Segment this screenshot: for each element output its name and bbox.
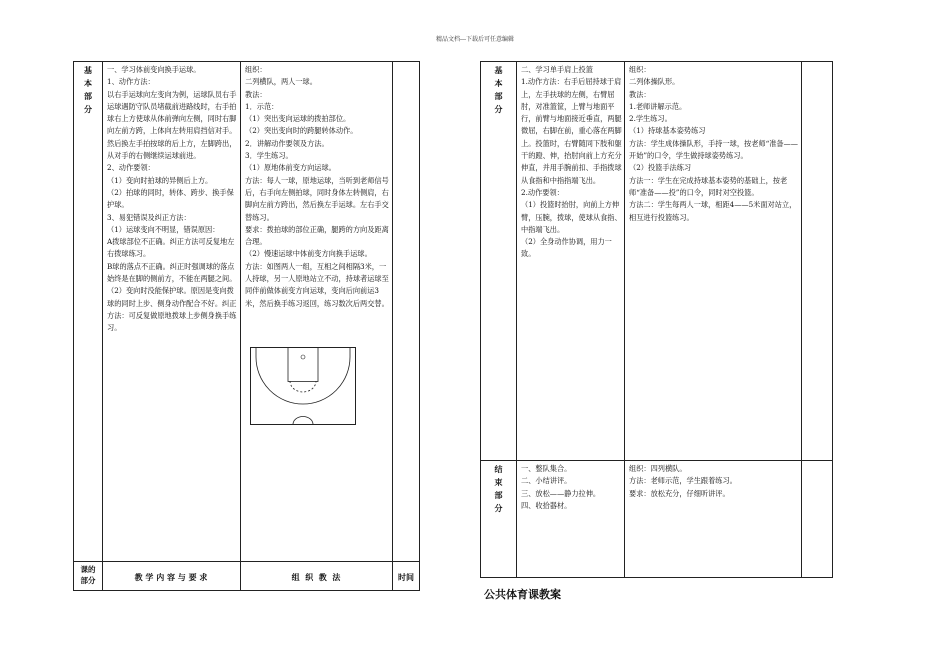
footer-org-label: 组 织 教 法 (291, 572, 341, 582)
right-section2-content: 一、整队集合。 二、小结讲评。 三、放松——静力拉伸。 四、收拾器材。 (521, 464, 601, 510)
right-section1-content: 二、学习单手肩上投篮 1.动作方法：右手后屈持球于肩上，左手扶球的左侧，右臂屈肘，对准篮筐，上臂与地面平行，前臂与地面接近垂直，两腿微屈，右脚在前，重心落在两脚上。投篮时，右臂随同下肢和躯干的蹬、伸，抬肘向前上方充分伸直，并用手腕前扣、手指拨球从食指和中指指端飞出。 2.动作要领： （1）投篮时抬肘，向前上方伸臂，压腕，拨球，使球从食指、中指端飞出。 （2）全身动作协调，用力一致。 (521, 65, 622, 259)
right-section1-org: 组织： 二列体操队形。 教法： 1.老师讲解示范。 2.学生练习。 （1）持球基本姿势练习 方法：学生成体操队形，手持一球，按老师“准备——开始”的口令，学生做持球姿势练习。 （2）投篮手法练习 方法一：学生在完成持球基本姿势的基础上，按老师“准备——投”的口令，同时对空投篮。 方法二：学生每两人一球，相距4——5米面对站立，相互进行投篮练习。 (629, 65, 798, 222)
left-section-label: 基 本 部 分 (84, 65, 92, 114)
right-section1-label: 基 本 部 分 (494, 65, 503, 114)
right-section2-org: 组织：四列横队。 方法：老师示范，学生跟着练习。 要求：放松充分，仔细听讲评。 (629, 464, 737, 498)
right-section2-label: 结 束 部 分 (494, 464, 503, 513)
left-content-text: 一、学习体前变向换手运球。 1、动作方法： 以右手运球向左变向为例，运球队员右手运球遇防守队员堵截前进路线时，右手拍球右上方使球从体前弹向左侧，同时右脚向左前方跨，上体向左转用肩挡信对手。然后换左手拍按球的后上方，左脚跨出，从对手的右侧继续运球前进。 2、动作要领： （1）变向时拍球的异侧后上方。 （2）拍球的同时，转体、跨步、换手保护球。 3、易犯错误及纠正方法： （1）运球变向不明显，错误原因： A拨球部位不正确。纠正方法可反复地左右拨球练习。 B球的落点不正确。纠正时强调球的落点始终是在脚的侧前方，不能在两腿之间。 （2）变向时没能保护球。原因是变向拨球的同时上步、侧身动作配合不好。纠正方法：可反复做原地拨球上步侧身换手练习。 (107, 65, 237, 333)
course-plan-title: 公共体育课教案 (484, 588, 561, 601)
page-header: 精品文档---下载后可任意编辑 (435, 36, 515, 43)
footer-part-label: 课的 部分 (80, 565, 96, 585)
left-lesson-table (73, 61, 420, 591)
basketball-court-diagram (250, 347, 356, 425)
footer-content-label: 教 学 内 容 与 要 求 (134, 572, 208, 582)
left-org-text: 组织： 二列横队，两人一球。 教法： 1．示范： （1）突出变向运球的拨拍部位。 （2）突出变向时的跨腿转体动作。 2．讲解动作要领及方法。 3．学生练习。 （1）原地体前变方向运球。 方法：每人一球，原地运球，当听到老师信号后，右手向左侧拍球，同时身体左转侧肩，右脚向左前方跨出，然后换左手运球。左右手交替练习。 要求：拨拍球的部位正确，腿跨的方向及距离合理。 （2）慢速运球中体前变方向换手运球。 方法：如图两人一组，互相之间相隔3米，一人持球，另一人原地站立不动，持球者运球至同伴前做体前变方向运球，变向后向前运3米，然后换手练习返回，练习数次后两交替。 (245, 65, 389, 308)
right-lesson-table (480, 61, 833, 578)
footer-time-label: 时间 (398, 572, 414, 582)
